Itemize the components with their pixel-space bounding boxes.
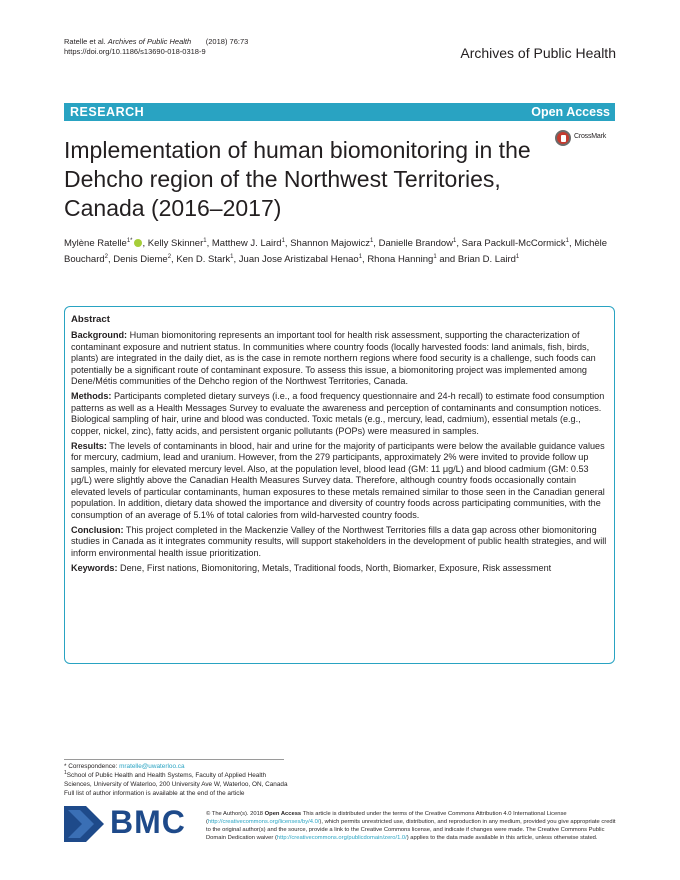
- author-entry: [462, 238, 569, 249]
- abstract-results: [71, 441, 609, 521]
- journal-name: Archives of Public Health: [460, 45, 616, 61]
- bmc-logo: [64, 806, 194, 842]
- author-affiliation-sup: 1: [281, 237, 285, 244]
- abstract-section-label: Background:: [71, 330, 128, 341]
- author-affiliation-sup: 1: [230, 253, 234, 260]
- author-entry: [458, 254, 519, 265]
- author-affiliation-sup: 1: [565, 237, 570, 244]
- crossmark-label: CrossMark: [574, 133, 607, 140]
- affiliation-text: School of Public Health and Health Systems, Faculty of Applied Health: [66, 772, 267, 779]
- author-name[interactable]: Shannon Majowicz: [290, 238, 370, 249]
- correspondence-email-link[interactable]: mratelle@uwaterloo.ca: [119, 763, 185, 770]
- license-body-3: ) applies to the data made available in this article, unless otherwise stated.: [406, 834, 598, 841]
- author-name[interactable]: Denis Dieme: [113, 254, 168, 265]
- author-entry: [64, 238, 143, 249]
- author-entry: [290, 238, 373, 249]
- author-name[interactable]: Ken D. Stark: [176, 254, 231, 265]
- abstract-content: [71, 314, 609, 579]
- article-title: Implementation of human biomonitoring in the Dehcho region of the Northwest Territories, Canada (2016–2017): [64, 137, 531, 221]
- author-affiliation-sup: 1: [515, 253, 520, 260]
- author-entry: [113, 254, 171, 265]
- open-access-label: Open Access: [531, 105, 610, 119]
- abstract-section-text: This project completed in the Mackenzie Valley of the Northwest Territories fills a data gap across other biomonitoring studies in Canada as it integrates community results, will support stakeholders in the development of public health strategies, and will inform environmental health issue prioritization.: [71, 524, 607, 558]
- affiliation-line: [64, 771, 354, 780]
- author-name[interactable]: Mylène Ratelle: [64, 238, 127, 249]
- license-copyright: © The Author(s). 2018: [206, 811, 264, 817]
- abstract-background: [71, 330, 609, 387]
- author-entry: [367, 254, 436, 265]
- correspondence-label: * Correspondence:: [64, 763, 118, 770]
- abstract-section-text: Participants completed dietary surveys (i.e., a food frequency questionnaire and 24-h recall) to estimate food consumption patterns as well as a Health Messages Survey to evaluate the awareness and perception of contaminants and consumption notices. Biological sampling of hair, urine and blood was conducted. Toxic metals (e.g., mercury, lead, cadmium), essential metals (e.g., copper, nickel, zinc), fatty acids, and persistent organic pollutants (POPs) were measured in samples.: [71, 391, 605, 436]
- author-affiliation-sup: 1: [433, 253, 437, 260]
- section-bar: [64, 103, 615, 121]
- author-name[interactable]: Danielle Brandow: [378, 238, 454, 249]
- crossmark-badge[interactable]: [555, 130, 617, 150]
- abstract-section-label: Conclusion:: [71, 524, 124, 535]
- author-info-note: Full list of author information is available at the end of the article: [64, 790, 245, 797]
- author-affiliation-sup: 2: [167, 253, 172, 260]
- author-affiliation-sup: 1: [358, 253, 363, 260]
- crossmark-icon: [555, 130, 571, 146]
- author-affiliation-sup: 1*: [126, 237, 133, 244]
- author-affiliation-sup: 1: [453, 237, 457, 244]
- author-name[interactable]: Juan Jose Aristizabal Henao: [238, 254, 359, 265]
- author-entry: [379, 238, 457, 249]
- license-open-access: Open Access: [264, 811, 302, 817]
- license-link-cc-by[interactable]: http://creativecommons.org/licenses/by/4.0/: [207, 818, 320, 825]
- author-affiliation-sup: 1: [369, 237, 374, 244]
- abstract-heading: Abstract: [71, 314, 110, 325]
- abstract-section-text: The levels of contaminants in blood, hair and urine for the majority of participants were below the available guidance values for mercury, cadmium, lead and uranium. However, from the 279 participants, approximately 2% were invited to provide follow up samples, mainly for elevated mercury level. Also, at the population level, blood lead (GM: 11 μg/L) and blood cadmium (GM: 0.53 μg/L) were slightly above the Canadian Health Measures Survey data. Therefore, although country foods occasionally contain elevated levels of particular contaminants, human exposures to these metals remained similar to those seen in the Canadian general population. In addition, dietary data showed the importance and diversity of country foods across participating communities, with the consumption of an average of 5.1% of total calories from wild-harvested country foods.: [71, 441, 605, 520]
- abstract-methods: [71, 391, 609, 437]
- license-body: This article is distributed under the terms of the Creative Commons Attribution 4.0 International License (: [206, 811, 567, 825]
- correspondence-line: [64, 762, 354, 771]
- bmc-wordmark: BMC: [110, 804, 186, 840]
- author-name[interactable]: Brian D. Laird: [457, 254, 516, 265]
- abstract-conclusion: [71, 525, 609, 559]
- bmc-chevron-icon: [64, 806, 104, 842]
- abstract-box: [64, 306, 615, 664]
- footnote-divider: [64, 759, 284, 760]
- orcid-icon[interactable]: [134, 239, 142, 247]
- author-affiliation-sup: 2: [104, 253, 109, 260]
- abstract-section-label: Results:: [71, 441, 107, 452]
- license-link-cc0[interactable]: http://creativecommons.org/publicdomain/zero/1.0/: [276, 834, 407, 841]
- footnotes: [64, 762, 354, 798]
- citation-line: [64, 37, 248, 47]
- author-name[interactable]: Kelly Skinner: [147, 238, 204, 249]
- author-conjunction: and: [439, 254, 456, 265]
- author-affiliation-sup: 1: [203, 237, 207, 244]
- citation-header: [64, 37, 248, 57]
- citation-authors: Ratelle et al.: [64, 37, 106, 46]
- author-entry: [239, 254, 362, 265]
- abstract-section-text: Dene, First nations, Biomonitoring, Metals, Traditional foods, North, Biomarker, Exposure, Risk assessment: [120, 563, 552, 574]
- doi-link[interactable]: https://doi.org/10.1186/s13690-018-0318-9: [64, 47, 206, 56]
- license-body-2: ), which permits unrestricted use, distribution, and reproduction in any medium, provided you give appropriate credit to the original author(s) and the source, provide a link to the Creative Commons license, and indicate if changes were made. The Creative Commons Public Domain Dedication waiver (: [206, 818, 616, 841]
- citation-year-volume: (2018) 76:73: [205, 37, 249, 46]
- abstract-section-text: Human biomonitoring represents an important tool for health risk assessment, supporting the characterization of contaminant exposure and nutrient status. In communities where country foods (locally harvested foods: land animals, fish, birds, plants) are integrated in the daily diet, as is the case in remote northern regions where food security is a challenge, such foods can potentially be a significant route of contaminant exposure. To assess this issue, a biomonitoring project was implemented among Dene/Métis communities of the Dehcho region of the Northwest Territories, Canada.: [71, 330, 596, 387]
- citation-journal: Archives of Public Health: [107, 37, 192, 46]
- author-name[interactable]: Sara Packull-McCormick: [461, 238, 566, 249]
- article-type-label: RESEARCH: [70, 105, 145, 119]
- author-name[interactable]: Rhona Hanning: [367, 254, 434, 265]
- license-text: [206, 811, 616, 843]
- affiliation-address: Sciences, University of Waterloo, 200 University Ave W, Waterloo, ON, Canada: [64, 781, 288, 788]
- abstract-keywords: [71, 563, 609, 574]
- affiliation-number: 1: [64, 769, 67, 776]
- author-entry: [176, 254, 233, 265]
- abstract-section-label: Keywords:: [71, 563, 118, 574]
- author-list: Mylène Ratelle$^{1*}$ , Kelly Skinner$^1$, Matthew J. Laird$^1$, Shannon Majowicz$^1$, Danielle Brandow$^1$, Sara Packull-McCormick$^1$, Michèle Bouchard$^2$, Denis Dieme$^2$, Ken D. Stark$^1$, Juan Jose Aristizabal Henao$^1$, Rhona Hanning$^1$ and Brian D. Laird$^1$: [64, 237, 608, 265]
- author-name[interactable]: Michèle Bouchard: [64, 238, 608, 265]
- abstract-section-label: Methods:: [71, 391, 112, 402]
- author-entry: [148, 238, 207, 249]
- author-name[interactable]: Matthew J. Laird: [211, 238, 282, 249]
- author-entry: [212, 238, 285, 249]
